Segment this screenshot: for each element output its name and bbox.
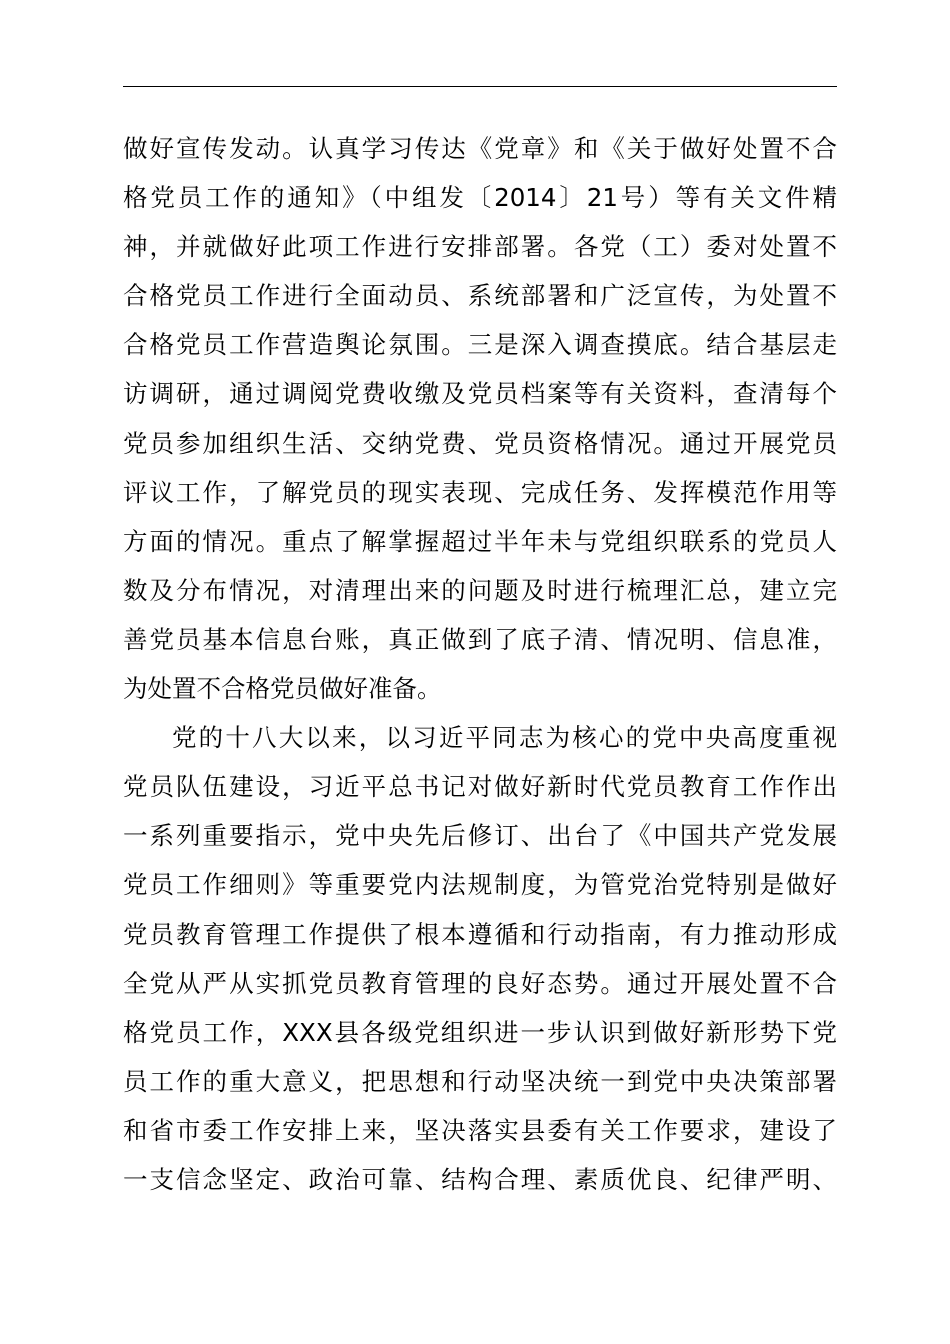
text-line: 一支信念坚定、政治可靠、结构合理、素质优良、纪律严明、 xyxy=(123,1164,837,1194)
text-line: 数及分布情况，对清理出来的问题及时进行梳理汇总，建立完 xyxy=(123,575,837,605)
text-line: 评议工作，了解党员的现实表现、完成任务、发挥模范作用等 xyxy=(123,477,837,507)
text-line: 全党从严从实抓党员教育管理的良好态势。通过开展处置不合 xyxy=(123,968,837,998)
text-line-indented: 党的十八大以来，以习近平同志为核心的党中央高度重视 xyxy=(172,723,837,753)
text-line: 格党员工作，XXX县各级党组织进一步认识到做好新形势下党 xyxy=(123,1017,837,1047)
text-line: 善党员基本信息台账，真正做到了底子清、情况明、信息准， xyxy=(123,624,837,654)
text-line: 党员工作细则》等重要党内法规制度，为管党治党特别是做好 xyxy=(123,870,837,900)
paragraph-1 xyxy=(123,124,837,713)
text-line: 和省市委工作安排上来，坚决落实县委有关工作要求，建设了 xyxy=(123,1115,837,1145)
text-line: 访调研，通过调阅党费收缴及党员档案等有关资料，查清每个 xyxy=(123,379,837,409)
text-line: 党员教育管理工作提供了根本遵循和行动指南，有力推动形成 xyxy=(123,919,837,949)
paragraph-2 xyxy=(123,713,837,1204)
text-line: 合格党员工作营造舆论氛围。三是深入调查摸底。结合基层走 xyxy=(123,330,837,360)
text-line: 神，并就做好此项工作进行安排部署。各党（工）委对处置不 xyxy=(123,232,837,262)
document-body xyxy=(123,124,837,1204)
header-rule xyxy=(123,86,837,87)
text-line-last: 为处置不合格党员做好准备。 xyxy=(123,674,442,704)
text-line: 党员参加组织生活、交纳党费、党员资格情况。通过开展党员 xyxy=(123,428,837,458)
text-line: 方面的情况。重点了解掌握超过半年未与党组织联系的党员人 xyxy=(123,526,837,556)
text-line: 格党员工作的通知》（中组发〔2014〕21号）等有关文件精 xyxy=(123,183,837,213)
text-line: 一系列重要指示，党中央先后修订、出台了《中国共产党发展 xyxy=(123,821,837,851)
text-line: 党员队伍建设，习近平总书记对做好新时代党员教育工作作出 xyxy=(123,772,837,802)
text-line: 员工作的重大意义，把思想和行动坚决统一到党中央决策部署 xyxy=(123,1066,837,1096)
text-line: 做好宣传发动。认真学习传达《党章》和《关于做好处置不合 xyxy=(123,134,837,163)
text-line: 合格党员工作进行全面动员、系统部署和广泛宣传，为处置不 xyxy=(123,281,837,311)
